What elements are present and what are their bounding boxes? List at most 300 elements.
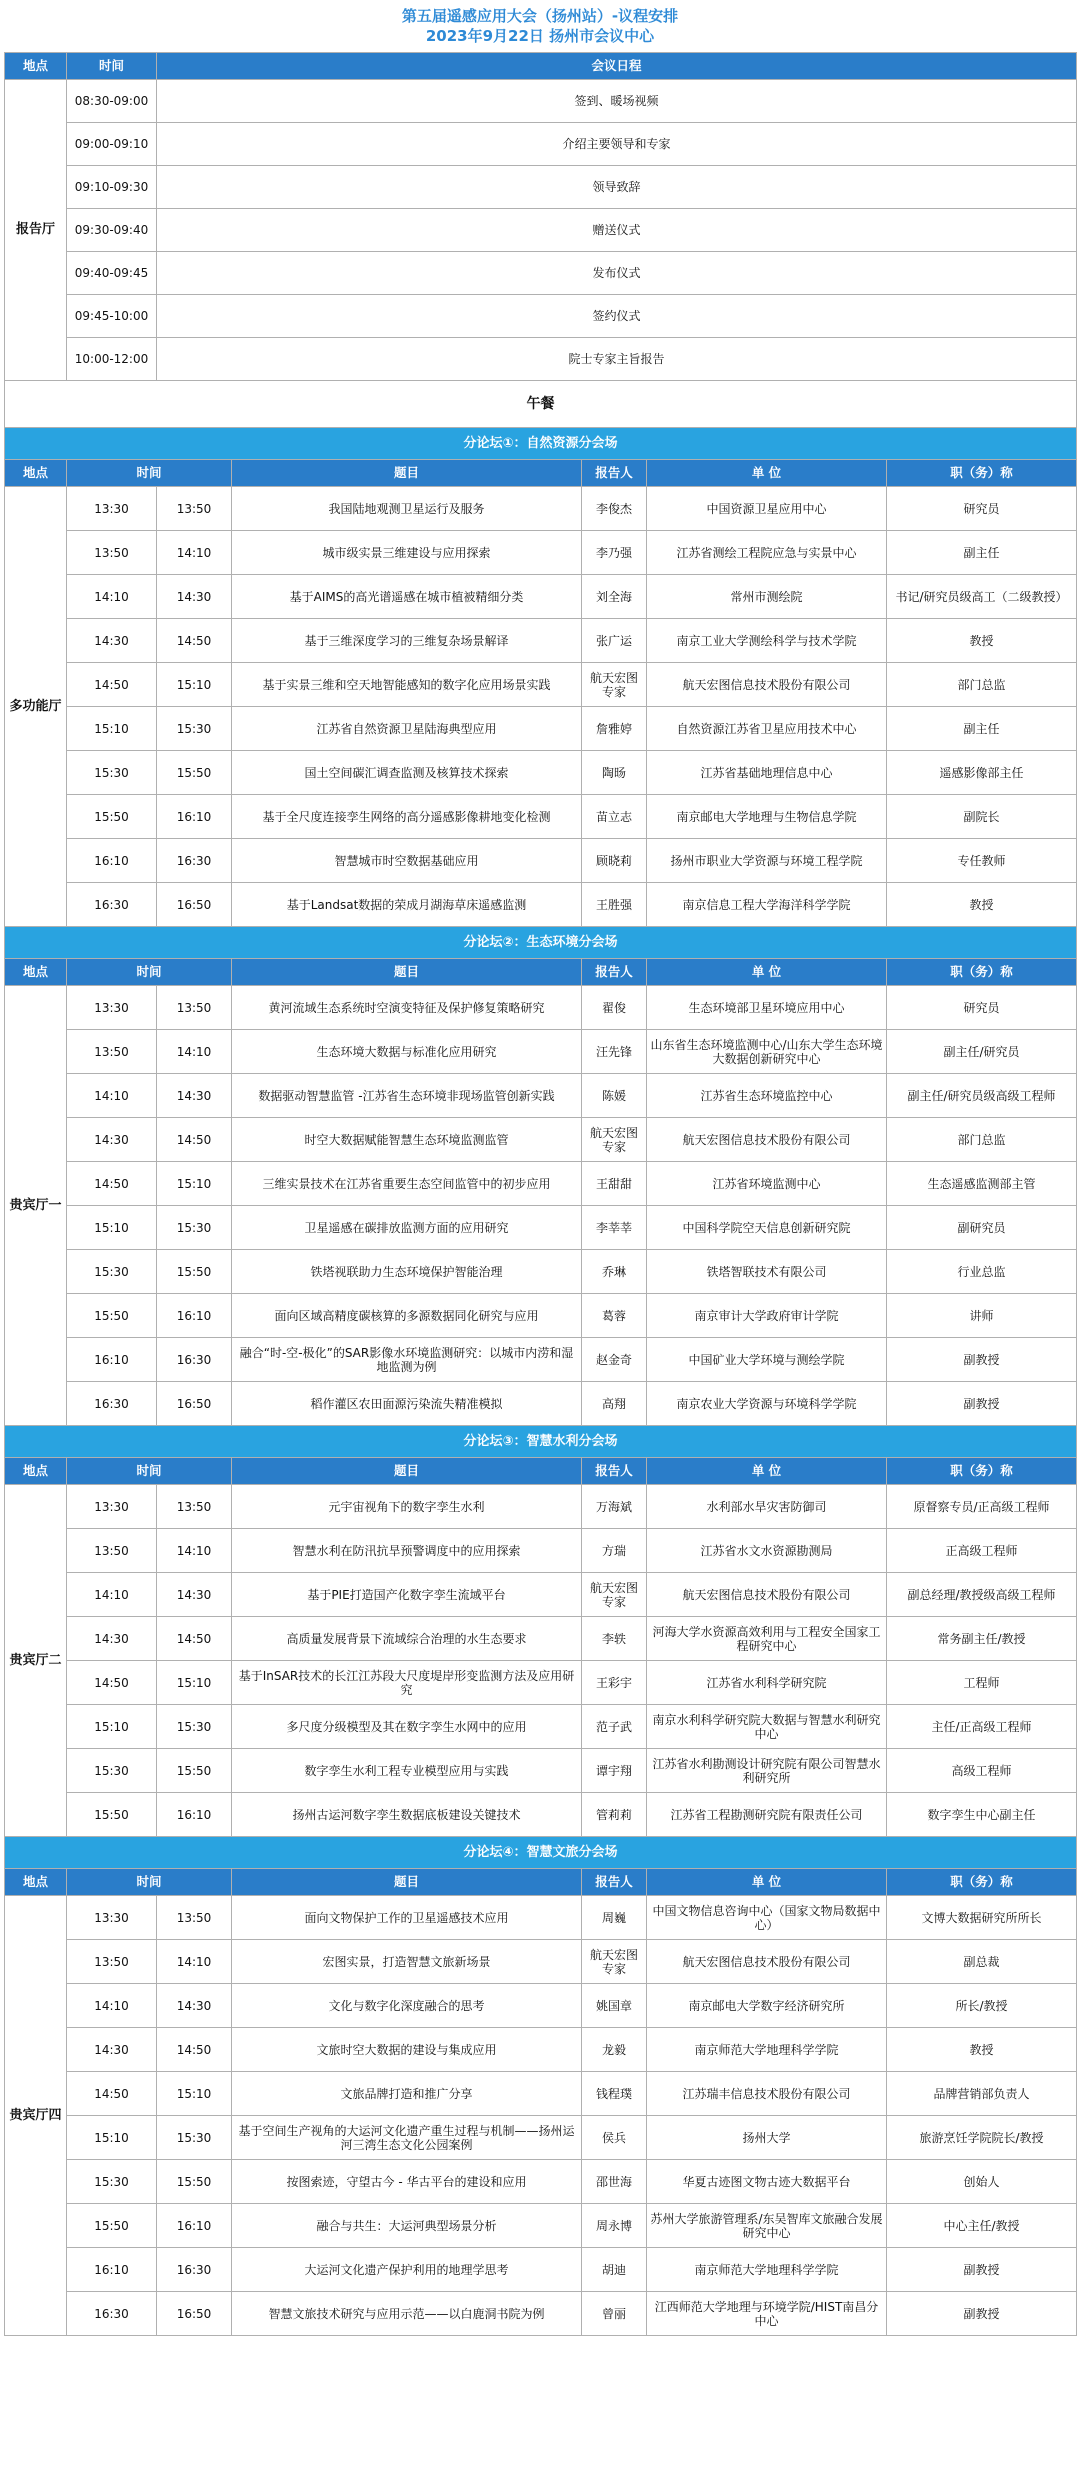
speaker-title: 副院长	[887, 795, 1077, 839]
start-time: 14:10	[67, 1573, 157, 1617]
start-time: 15:30	[67, 2160, 157, 2204]
session-header-row	[5, 460, 1077, 487]
organization: 扬州大学	[647, 2116, 887, 2160]
end-time: 16:30	[157, 2248, 232, 2292]
speaker-name: 邵世海	[582, 2160, 647, 2204]
speaker-name: 谭宇翔	[582, 1749, 647, 1793]
end-time: 15:50	[157, 1250, 232, 1294]
topic-header: 题目	[232, 959, 582, 986]
end-time: 16:50	[157, 1382, 232, 1426]
speaker-title: 副研究员	[887, 1206, 1077, 1250]
organization: 南京邮电大学数字经济研究所	[647, 1984, 887, 2028]
speaker-name: 万海斌	[582, 1485, 647, 1529]
end-time: 14:30	[157, 1984, 232, 2028]
organization: 江苏省工程勘测研究院有限责任公司	[647, 1793, 887, 1837]
organization: 扬州市职业大学资源与环境工程学院	[647, 839, 887, 883]
speaker-name: 姚国章	[582, 1984, 647, 2028]
agenda-header: 会议日程	[157, 53, 1077, 80]
speaker-name: 詹雅婷	[582, 707, 647, 751]
topic-header: 题目	[232, 1458, 582, 1485]
session-title: 分论坛①：自然资源分会场	[5, 428, 1077, 460]
speaker-title: 讲师	[887, 1294, 1077, 1338]
speaker-name: 翟俊	[582, 986, 647, 1030]
session-banner	[5, 1426, 1077, 1458]
talk-topic: 三维实景技术在江苏省重要生态空间监管中的初步应用	[232, 1162, 582, 1206]
talk-topic: 基于三维深度学习的三维复杂场景解译	[232, 619, 582, 663]
talk-row	[5, 1162, 1077, 1206]
speaker-name: 陈媛	[582, 1074, 647, 1118]
talk-row	[5, 619, 1077, 663]
organization: 江苏省生态环境监控中心	[647, 1074, 887, 1118]
speaker-title: 部门总监	[887, 663, 1077, 707]
speaker-title: 常务副主任/教授	[887, 1617, 1077, 1661]
talk-row	[5, 2160, 1077, 2204]
organization: 南京审计大学政府审计学院	[647, 1294, 887, 1338]
speaker-name: 周巍	[582, 1896, 647, 1940]
end-time: 16:10	[157, 2204, 232, 2248]
speaker-name: 航天宏图专家	[582, 1940, 647, 1984]
end-time: 14:10	[157, 1030, 232, 1074]
start-time: 16:10	[67, 1338, 157, 1382]
end-time: 15:50	[157, 2160, 232, 2204]
talk-row	[5, 1030, 1077, 1074]
start-time: 16:30	[67, 1382, 157, 1426]
talk-topic: 基于全尺度连接孪生网络的高分遥感影像耕地变化检测	[232, 795, 582, 839]
talk-topic: 多尺度分级模型及其在数字孪生水网中的应用	[232, 1705, 582, 1749]
end-time: 15:30	[157, 1206, 232, 1250]
talk-topic: 基于实景三维和空天地智能感知的数字化应用场景实践	[232, 663, 582, 707]
organization: 中国文物信息咨询中心（国家文物局数据中心）	[647, 1896, 887, 1940]
end-time: 16:30	[157, 1338, 232, 1382]
speaker-title: 中心主任/教授	[887, 2204, 1077, 2248]
speaker-title: 高级工程师	[887, 1749, 1077, 1793]
time-header: 时间	[67, 959, 232, 986]
time-cell: 09:40-09:45	[67, 252, 157, 295]
session-banner	[5, 428, 1077, 460]
talk-row	[5, 1793, 1077, 1837]
talk-row	[5, 1529, 1077, 1573]
time-header: 时间	[67, 460, 232, 487]
end-time: 15:10	[157, 1162, 232, 1206]
start-time: 15:30	[67, 1749, 157, 1793]
start-time: 14:30	[67, 619, 157, 663]
talk-row	[5, 1485, 1077, 1529]
speaker-name: 周永博	[582, 2204, 647, 2248]
talk-topic: 高质量发展背景下流域综合治理的水生态要求	[232, 1617, 582, 1661]
talk-topic: 国土空间碳汇调查监测及核算技术探索	[232, 751, 582, 795]
agenda-item: 赠送仪式	[157, 209, 1077, 252]
time-cell: 09:00-09:10	[67, 123, 157, 166]
talk-topic: 基于Landsat数据的荣成月湖海草床遥感监测	[232, 883, 582, 927]
organization: 山东省生态环境监测中心/山东大学生态环境大数据创新研究中心	[647, 1030, 887, 1074]
talk-row	[5, 1338, 1077, 1382]
venue-cell: 贵宾厅四	[5, 1896, 67, 2336]
opening-header-row	[5, 53, 1077, 80]
talk-row	[5, 1940, 1077, 1984]
talk-topic: 大运河文化遗产保护利用的地理学思考	[232, 2248, 582, 2292]
end-time: 16:50	[157, 883, 232, 927]
time-header: 时间	[67, 1458, 232, 1485]
talk-row	[5, 575, 1077, 619]
speaker-name: 曾丽	[582, 2292, 647, 2336]
start-time: 15:50	[67, 1294, 157, 1338]
talk-topic: 融合“时-空-极化”的SAR影像水环境监测研究：以城市内涝和湿地监测为例	[232, 1338, 582, 1382]
speaker-title: 副教授	[887, 1382, 1077, 1426]
end-time: 15:30	[157, 2116, 232, 2160]
talk-row	[5, 1749, 1077, 1793]
org-header: 单 位	[647, 1458, 887, 1485]
end-time: 15:50	[157, 1749, 232, 1793]
speaker-name: 李莘莘	[582, 1206, 647, 1250]
opening-row	[5, 295, 1077, 338]
conference-title: 第五届遥感应用大会（扬州站）-议程安排	[401, 7, 679, 25]
start-time: 14:30	[67, 2028, 157, 2072]
talk-row	[5, 1382, 1077, 1426]
speaker-name: 钱程璞	[582, 2072, 647, 2116]
talk-topic: 智慧文旅技术研究与应用示范——以白鹿洞书院为例	[232, 2292, 582, 2336]
start-time: 13:30	[67, 1485, 157, 1529]
talk-row	[5, 1573, 1077, 1617]
organization: 华夏古迹图文物古迹大数据平台	[647, 2160, 887, 2204]
organization: 南京邮电大学地理与生物信息学院	[647, 795, 887, 839]
speaker-title: 副教授	[887, 2292, 1077, 2336]
organization: 江西师范大学地理与环境学院/HIST南昌分中心	[647, 2292, 887, 2336]
agenda-item: 院士专家主旨报告	[157, 338, 1077, 381]
talk-topic: 智慧城市时空数据基础应用	[232, 839, 582, 883]
speaker-title: 副主任/研究员	[887, 1030, 1077, 1074]
session-title: 分论坛②：生态环境分会场	[5, 927, 1077, 959]
title-header: 职（务）称	[887, 959, 1077, 986]
start-time: 16:30	[67, 2292, 157, 2336]
time-cell: 09:10-09:30	[67, 166, 157, 209]
speaker-name: 方瑞	[582, 1529, 647, 1573]
speaker-name: 侯兵	[582, 2116, 647, 2160]
start-time: 14:50	[67, 1162, 157, 1206]
end-time: 14:50	[157, 2028, 232, 2072]
speaker-name: 航天宏图专家	[582, 1573, 647, 1617]
talk-row	[5, 1206, 1077, 1250]
speaker-title: 副教授	[887, 2248, 1077, 2292]
end-time: 15:30	[157, 1705, 232, 1749]
talk-topic: 按图索迹，守望古今 - 华古平台的建设和应用	[232, 2160, 582, 2204]
speaker-title: 创始人	[887, 2160, 1077, 2204]
speaker-title: 教授	[887, 2028, 1077, 2072]
talk-row	[5, 1984, 1077, 2028]
talk-row	[5, 2248, 1077, 2292]
end-time: 16:30	[157, 839, 232, 883]
speaker-name: 汪先锋	[582, 1030, 647, 1074]
organization: 江苏省环境监测中心	[647, 1162, 887, 1206]
start-time: 13:50	[67, 1940, 157, 1984]
time-header: 时间	[67, 53, 157, 80]
session-header-row	[5, 959, 1077, 986]
speaker-name: 李俊杰	[582, 487, 647, 531]
talk-topic: 宏图实景，打造智慧文旅新场景	[232, 1940, 582, 1984]
session-header-row	[5, 1869, 1077, 1896]
start-time: 14:10	[67, 1074, 157, 1118]
organization: 江苏省水利勘测设计研究院有限公司智慧水利研究所	[647, 1749, 887, 1793]
organization: 河海大学水资源高效利用与工程安全国家工程研究中心	[647, 1617, 887, 1661]
talk-row	[5, 751, 1077, 795]
session-title: 分论坛④：智慧文旅分会场	[5, 1837, 1077, 1869]
start-time: 15:50	[67, 1793, 157, 1837]
end-time: 16:50	[157, 2292, 232, 2336]
talk-row	[5, 1617, 1077, 1661]
talk-row	[5, 1250, 1077, 1294]
start-time: 16:10	[67, 839, 157, 883]
end-time: 14:50	[157, 1118, 232, 1162]
start-time: 16:10	[67, 2248, 157, 2292]
talk-row	[5, 1705, 1077, 1749]
lunch-label: 午餐	[5, 381, 1077, 428]
start-time: 13:30	[67, 487, 157, 531]
talk-topic: 基于PIE打造国产化数字孪生流域平台	[232, 1573, 582, 1617]
organization: 南京信息工程大学海洋科学学院	[647, 883, 887, 927]
start-time: 14:30	[67, 1118, 157, 1162]
speaker-title: 主任/正高级工程师	[887, 1705, 1077, 1749]
venue-header: 地点	[5, 460, 67, 487]
title-header: 职（务）称	[887, 460, 1077, 487]
talk-topic: 铁塔视联助力生态环境保护智能治理	[232, 1250, 582, 1294]
speaker-name: 管莉莉	[582, 1793, 647, 1837]
speaker-title: 生态遥感监测部主管	[887, 1162, 1077, 1206]
talk-topic: 智慧水利在防汛抗旱预警调度中的应用探索	[232, 1529, 582, 1573]
speaker-name: 刘全海	[582, 575, 647, 619]
organization: 生态环境部卫星环境应用中心	[647, 986, 887, 1030]
start-time: 15:10	[67, 1705, 157, 1749]
talk-topic: 数字孪生水利工程专业模型应用与实践	[232, 1749, 582, 1793]
organization: 航天宏图信息技术股份有限公司	[647, 663, 887, 707]
organization: 南京师范大学地理科学学院	[647, 2028, 887, 2072]
end-time: 15:30	[157, 707, 232, 751]
agenda-item: 介绍主要领导和专家	[157, 123, 1077, 166]
time-cell: 10:00-12:00	[67, 338, 157, 381]
agenda-item: 签到、暖场视频	[157, 80, 1077, 123]
agenda-item: 发布仪式	[157, 252, 1077, 295]
speaker-title: 正高级工程师	[887, 1529, 1077, 1573]
speaker-header: 报告人	[582, 460, 647, 487]
end-time: 14:50	[157, 1617, 232, 1661]
organization: 航天宏图信息技术股份有限公司	[647, 1573, 887, 1617]
start-time: 14:10	[67, 1984, 157, 2028]
end-time: 14:50	[157, 619, 232, 663]
talk-topic: 融合与共生：大运河典型场景分析	[232, 2204, 582, 2248]
start-time: 15:50	[67, 795, 157, 839]
talk-topic: 生态环境大数据与标准化应用研究	[232, 1030, 582, 1074]
talk-topic: 文旅时空大数据的建设与集成应用	[232, 2028, 582, 2072]
talk-topic: 基于AIMS的高光谱遥感在城市植被精细分类	[232, 575, 582, 619]
organization: 南京工业大学测绘科学与技术学院	[647, 619, 887, 663]
talk-topic: 基于空间生产视角的大运河文化遗产重生过程与机制——扬州运河三湾生态文化公园案例	[232, 2116, 582, 2160]
speaker-name: 航天宏图专家	[582, 663, 647, 707]
time-cell: 09:30-09:40	[67, 209, 157, 252]
speaker-title: 教授	[887, 883, 1077, 927]
talk-row	[5, 1118, 1077, 1162]
start-time: 16:30	[67, 883, 157, 927]
end-time: 16:10	[157, 1294, 232, 1338]
time-cell: 09:45-10:00	[67, 295, 157, 338]
talk-row	[5, 1074, 1077, 1118]
speaker-title: 副主任	[887, 531, 1077, 575]
talk-row	[5, 2292, 1077, 2336]
opening-row	[5, 123, 1077, 166]
opening-row	[5, 80, 1077, 123]
talk-topic: 扬州古运河数字孪生数据底板建设关键技术	[232, 1793, 582, 1837]
speaker-name: 李轶	[582, 1617, 647, 1661]
speaker-title: 品牌营销部负责人	[887, 2072, 1077, 2116]
organization: 江苏省水文水资源勘测局	[647, 1529, 887, 1573]
end-time: 14:10	[157, 1529, 232, 1573]
venue-cell: 贵宾厅一	[5, 986, 67, 1426]
speaker-title: 文博大数据研究所所长	[887, 1896, 1077, 1940]
speaker-name: 李乃强	[582, 531, 647, 575]
topic-header: 题目	[232, 1869, 582, 1896]
venue-header: 地点	[5, 53, 67, 80]
speaker-name: 陶旸	[582, 751, 647, 795]
opening-row	[5, 166, 1077, 209]
end-time: 15:50	[157, 751, 232, 795]
start-time: 15:10	[67, 707, 157, 751]
speaker-name: 高翔	[582, 1382, 647, 1426]
start-time: 13:50	[67, 531, 157, 575]
speaker-name: 顾晓莉	[582, 839, 647, 883]
talk-row	[5, 795, 1077, 839]
talk-row	[5, 2204, 1077, 2248]
venue-header: 地点	[5, 959, 67, 986]
speaker-name: 龙毅	[582, 2028, 647, 2072]
organization: 江苏省水利科学研究院	[647, 1661, 887, 1705]
end-time: 15:10	[157, 2072, 232, 2116]
speaker-title: 旅游烹饪学院院长/教授	[887, 2116, 1077, 2160]
end-time: 13:50	[157, 986, 232, 1030]
speaker-title: 副主任/研究员级高级工程师	[887, 1074, 1077, 1118]
organization: 江苏瑞丰信息技术股份有限公司	[647, 2072, 887, 2116]
start-time: 15:50	[67, 2204, 157, 2248]
speaker-name: 王甜甜	[582, 1162, 647, 1206]
speaker-title: 部门总监	[887, 1118, 1077, 1162]
start-time: 13:50	[67, 1030, 157, 1074]
talk-row	[5, 2028, 1077, 2072]
talk-row	[5, 663, 1077, 707]
speaker-name: 苗立志	[582, 795, 647, 839]
speaker-title: 副教授	[887, 1338, 1077, 1382]
organization: 中国矿业大学环境与测绘学院	[647, 1338, 887, 1382]
start-time: 14:30	[67, 1617, 157, 1661]
speaker-name: 王彩宇	[582, 1661, 647, 1705]
talk-topic: 我国陆地观测卫星运行及服务	[232, 487, 582, 531]
organization: 南京水利科学研究院大数据与智慧水利研究中心	[647, 1705, 887, 1749]
end-time: 15:10	[157, 663, 232, 707]
end-time: 16:10	[157, 1793, 232, 1837]
talk-topic: 卫星遥感在碳排放监测方面的应用研究	[232, 1206, 582, 1250]
talk-row	[5, 1294, 1077, 1338]
venue-header: 地点	[5, 1458, 67, 1485]
conference-date-venue: 2023年9月22日 扬州市会议中心	[425, 27, 655, 45]
start-time: 13:30	[67, 986, 157, 1030]
venue-cell: 多功能厅	[5, 487, 67, 927]
speaker-title: 研究员	[887, 487, 1077, 531]
session-banner	[5, 1837, 1077, 1869]
talk-topic: 基于InSAR技术的长江江苏段大尺度堤岸形变监测方法及应用研究	[232, 1661, 582, 1705]
talk-topic: 江苏省自然资源卫星陆海典型应用	[232, 707, 582, 751]
speaker-title: 原督察专员/正高级工程师	[887, 1485, 1077, 1529]
agenda-item: 签约仪式	[157, 295, 1077, 338]
organization: 自然资源江苏省卫星应用技术中心	[647, 707, 887, 751]
venue-cell: 报告厅	[5, 80, 67, 381]
talk-row	[5, 2116, 1077, 2160]
end-time: 14:10	[157, 1940, 232, 1984]
session-header-row	[5, 1458, 1077, 1485]
speaker-name: 乔琳	[582, 1250, 647, 1294]
end-time: 14:30	[157, 575, 232, 619]
start-time: 15:10	[67, 1206, 157, 1250]
venue-header: 地点	[5, 1869, 67, 1896]
organization: 铁塔智联技术有限公司	[647, 1250, 887, 1294]
organization: 航天宏图信息技术股份有限公司	[647, 1118, 887, 1162]
speaker-name: 王胜强	[582, 883, 647, 927]
talk-topic: 文旅品牌打造和推广分享	[232, 2072, 582, 2116]
organization: 南京农业大学资源与环境科学学院	[647, 1382, 887, 1426]
talk-row	[5, 707, 1077, 751]
talk-topic: 时空大数据赋能智慧生态环境监测监管	[232, 1118, 582, 1162]
speaker-title: 副总经理/教授级高级工程师	[887, 1573, 1077, 1617]
opening-row	[5, 338, 1077, 381]
start-time: 14:50	[67, 2072, 157, 2116]
talk-topic: 城市级实景三维建设与应用探索	[232, 531, 582, 575]
lunch-row	[5, 381, 1077, 428]
speaker-title: 数字孪生中心副主任	[887, 1793, 1077, 1837]
title-header: 职（务）称	[887, 1458, 1077, 1485]
speaker-name: 胡迪	[582, 2248, 647, 2292]
agenda-item: 领导致辞	[157, 166, 1077, 209]
talk-topic: 稻作灌区农田面源污染流失精准模拟	[232, 1382, 582, 1426]
session-banner	[5, 927, 1077, 959]
start-time: 13:50	[67, 1529, 157, 1573]
talk-row	[5, 531, 1077, 575]
talk-row	[5, 1661, 1077, 1705]
opening-row	[5, 252, 1077, 295]
start-time: 13:30	[67, 1896, 157, 1940]
start-time: 15:10	[67, 2116, 157, 2160]
talk-topic: 元宇宙视角下的数字孪生水利	[232, 1485, 582, 1529]
end-time: 15:10	[157, 1661, 232, 1705]
organization: 苏州大学旅游管理系/东吴智库文旅融合发展研究中心	[647, 2204, 887, 2248]
organization: 常州市测绘院	[647, 575, 887, 619]
talk-topic: 黄河流域生态系统时空演变特征及保护修复策略研究	[232, 986, 582, 1030]
speaker-header: 报告人	[582, 959, 647, 986]
talk-row	[5, 883, 1077, 927]
title-header: 职（务）称	[887, 1869, 1077, 1896]
topic-header: 题目	[232, 460, 582, 487]
speaker-title: 教授	[887, 619, 1077, 663]
venue-cell: 贵宾厅二	[5, 1485, 67, 1837]
speaker-header: 报告人	[582, 1869, 647, 1896]
organization: 中国科学院空天信息创新研究院	[647, 1206, 887, 1250]
talk-row	[5, 2072, 1077, 2116]
end-time: 14:30	[157, 1573, 232, 1617]
talk-row	[5, 986, 1077, 1030]
org-header: 单 位	[647, 1869, 887, 1896]
speaker-title: 副总裁	[887, 1940, 1077, 1984]
speaker-title: 行业总监	[887, 1250, 1077, 1294]
org-header: 单 位	[647, 460, 887, 487]
end-time: 14:10	[157, 531, 232, 575]
organization: 航天宏图信息技术股份有限公司	[647, 1940, 887, 1984]
talk-row	[5, 839, 1077, 883]
speaker-title: 所长/教授	[887, 1984, 1077, 2028]
time-cell: 08:30-09:00	[67, 80, 157, 123]
speaker-title: 研究员	[887, 986, 1077, 1030]
